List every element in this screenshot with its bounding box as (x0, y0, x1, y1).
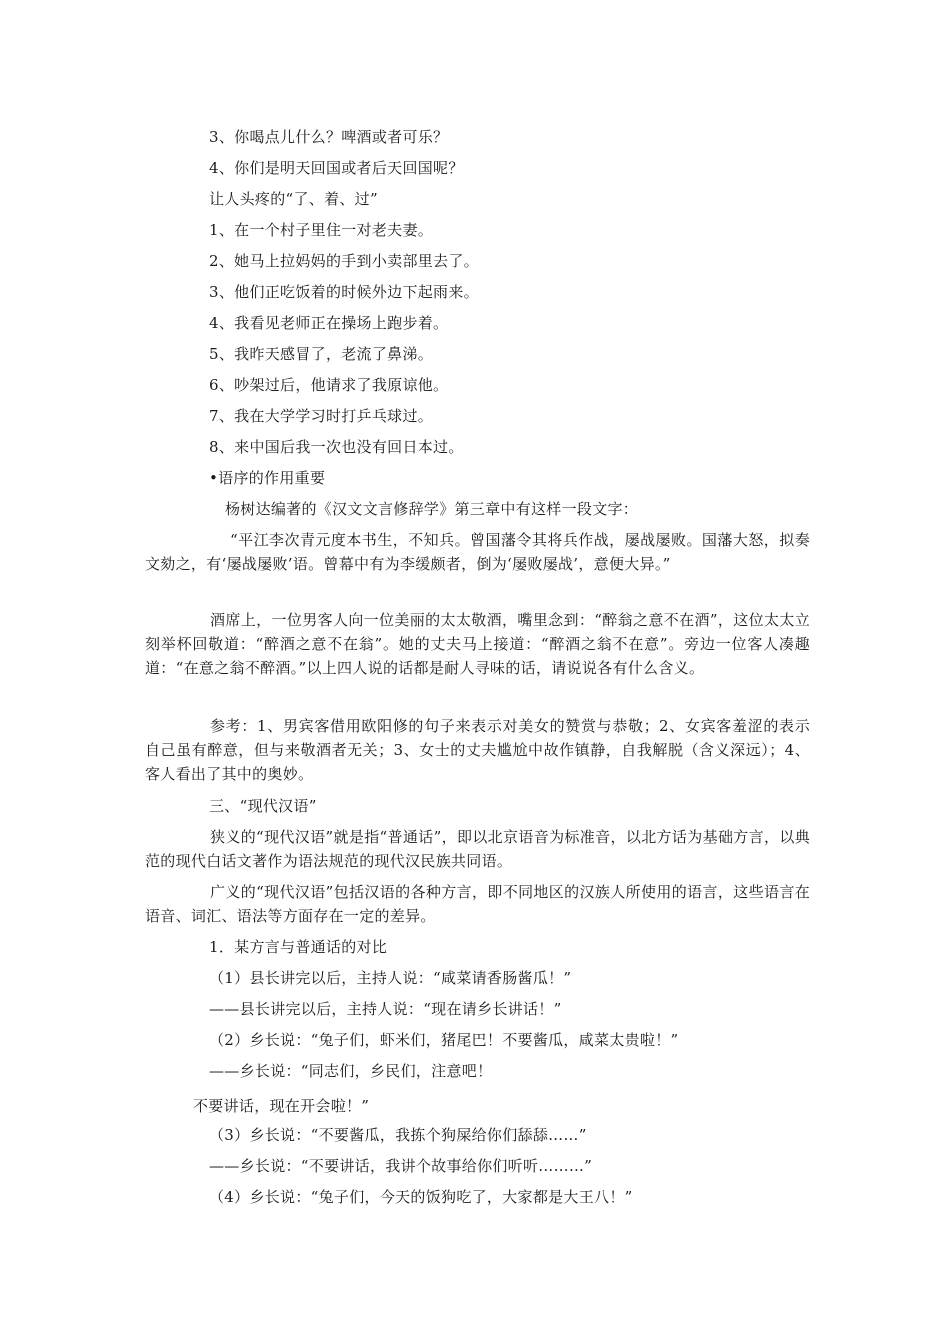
sentence-3-drink: 3、你喝点儿什么？啤酒或者可乐？ (209, 128, 449, 146)
paragraph-broad-definition: 广义的“现代汉语”包括汉语的各种方言，即不同地区的汉族人所使用的语言，这些语言在语音、词汇、语法等方面存在一定的差异。 (145, 883, 810, 925)
bullet-heading-word-order: •语序的作用重要 (209, 469, 326, 487)
sentence-4-return: 4、你们是明天回国或者后天回国呢？ (209, 159, 464, 177)
paragraph-quote-zeng-guofan: “平江李次青元度本书生，不知兵。曾国藩令其将兵作战，屡战屡败。国藩大怒，拟奏文劾之，有‘屡战屡败’语。曾幕中有为李缓颇者，倒为‘屡败屡战’，意便大异。” (145, 531, 810, 573)
standard-example-2-part1: ——乡长说：“同志们，乡民们，注意吧！ (209, 1062, 493, 1080)
subheading-dialect-comparison: 1．某方言与普通话的对比 (209, 938, 388, 956)
paragraph-narrow-definition: 狭义的“现代汉语”就是指“普通话”，即以北京语音为标准音，以北方话为基础方言，以典范的现代白话文著作为语法规范的现代汉民族共同语。 (145, 828, 810, 870)
error-sentence-1: 1、在一个村子里住一对老夫妻。 (209, 221, 434, 239)
error-sentence-6: 6、吵架过后，他请求了我原谅他。 (209, 376, 449, 394)
standard-example-3: ——乡长说：“不要讲话，我讲个故事给你们听听………” (209, 1157, 593, 1175)
dialect-example-4: （4）乡长说：“兔子们，今天的饭狗吃了，大家都是大王八！” (209, 1188, 633, 1206)
intro-yang-shuda: 杨树达编著的《汉文文言修辞学》第三章中有这样一段文字： (225, 500, 639, 518)
dialect-example-3: （3）乡长说：“不要酱瓜，我拣个狗屎给你们舔舔……” (209, 1126, 587, 1144)
error-sentence-7: 7、我在大学学习时打乒乓球过。 (209, 407, 434, 425)
error-sentence-5: 5、我昨天感冒了，老流了鼻涕。 (209, 345, 434, 363)
section-heading-modern-chinese: 三、“现代汉语” (209, 797, 317, 815)
dialect-example-1: （1）县长讲完以后，主持人说：“咸菜请香肠酱瓜！” (209, 969, 572, 987)
error-sentence-3: 3、他们正吃饭着的时候外边下起雨来。 (209, 283, 479, 301)
standard-example-1: ——县长讲完以后，主持人说：“现在请乡长讲话！” (209, 1000, 562, 1018)
dialect-example-2: （2）乡长说：“兔子们，虾米们，猪尾巴！不要酱瓜，咸菜太贵啦！” (209, 1031, 679, 1049)
standard-example-2-part2: 不要讲话，现在开会啦！” (193, 1097, 370, 1115)
paragraph-reference-answer: 参考：1、男宾客借用欧阳修的句子来表示对美女的赞赏与恭敬；2、女宾客羞涩的表示自己虽有醉意，但与来敬酒者无关；3、女士的丈夫尴尬中故作镇静，自我解脱（含义深远）；4、客人看出了其中的奥妙。 (145, 717, 810, 783)
section-heading-le-zhe-guo: 让人头疼的“了、着、过” (209, 190, 378, 208)
error-sentence-8: 8、来中国后我一次也没有回日本过。 (209, 438, 464, 456)
error-sentence-4: 4、我看见老师正在操场上跑步着。 (209, 314, 449, 332)
paragraph-banquet-story: 酒席上，一位男客人向一位美丽的太太敬酒，嘴里念到：“醉翁之意不在酒”，这位太太立刻举杯回敬道：“醉酒之意不在翁”。她的丈夫马上接道：“醉酒之翁不在意”。旁边一位客人凑趣道：“在意之翁不醉酒。”以上四人说的话都是耐人寻味的话，请说说各有什么含义。 (145, 611, 810, 677)
error-sentence-2: 2、她马上拉妈妈的手到小卖部里去了。 (209, 252, 479, 270)
